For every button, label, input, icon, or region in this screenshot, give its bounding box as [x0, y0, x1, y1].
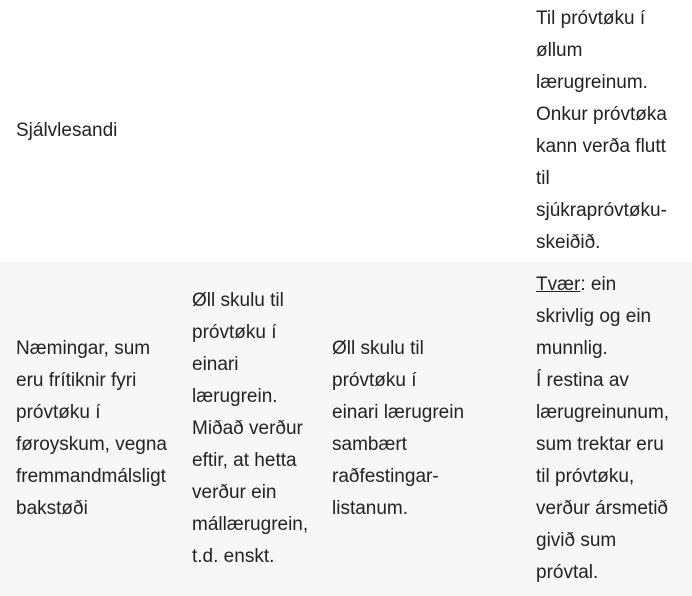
- row2-col2-line: próvtøku í: [192, 322, 277, 343]
- row2-col3: [332, 262, 536, 596]
- row2-col2-line: verður ein: [192, 482, 277, 503]
- row2-col4-line: Í restina av: [536, 370, 629, 391]
- row2-col3-line: sambært: [332, 434, 407, 455]
- row2-col4-line: verður ársmetið: [536, 498, 668, 519]
- row2-col2: [192, 262, 332, 596]
- row2-col2-line: eftir, at hetta: [192, 450, 297, 471]
- row1-col2: [192, 0, 332, 262]
- row2-col2-line: Miðað verður: [192, 418, 303, 439]
- row1-col4-line: lærugreinum.: [536, 72, 648, 93]
- row2-col2-line: t.d. enskt.: [192, 546, 275, 567]
- row2-col1-line: próvtøku í: [16, 402, 101, 423]
- first-line-rest: : ein: [580, 274, 617, 295]
- table-row: [0, 0, 692, 262]
- row2-col3-line: próvtøku í: [332, 370, 417, 391]
- row2-col3-line: listanum.: [332, 498, 409, 519]
- row1-col3: [332, 0, 536, 262]
- row2-col4-first-line: [536, 269, 692, 301]
- table-row: [0, 262, 692, 596]
- row2-col4-line: próvtal.: [536, 562, 599, 583]
- row1-col4-line: øllum: [536, 40, 583, 61]
- row2-col1-line: eru frítiknir fyri: [16, 370, 137, 391]
- row2-col2-line: einari: [192, 354, 239, 375]
- row2-col1-line: Næmingar, sum: [16, 338, 151, 359]
- row2-col3-line: Øll skulu til: [332, 338, 424, 359]
- row2-col4-line: sum trektar eru: [536, 434, 664, 455]
- row2-col3-line: einari lærugrein: [332, 402, 465, 423]
- row2-col1-line: fremmandmálsligt: [16, 466, 166, 487]
- underlined-term: Tvær: [536, 274, 581, 295]
- row1-col4-line: sjúkrapróvtøku-: [536, 200, 667, 221]
- row2-col2-line: mállærugrein,: [192, 514, 309, 535]
- row1-col4-line: Til próvtøku í: [536, 8, 646, 29]
- row2-col3-line: raðfestingar-: [332, 466, 439, 487]
- row2-col4-line: til próvtøku,: [536, 466, 635, 487]
- row2-col1-line: bakstøði: [16, 498, 88, 519]
- row1-col4-line: Onkur próvtøka: [536, 104, 667, 125]
- row2-col4-line: lærugreinunum,: [536, 402, 670, 423]
- row2-col4-line: givið sum: [536, 530, 617, 551]
- row1-col4-line: kann verða flutt: [536, 136, 666, 157]
- row1-col1-text: Sjálvlesandi: [16, 120, 118, 141]
- row1-col4: [536, 0, 692, 262]
- row1-col4-line: til: [536, 168, 550, 189]
- row1-student-type: [0, 0, 192, 262]
- row2-col1-line: føroyskum, vegna: [16, 434, 167, 455]
- row2-col4-line: skrivlig og ein: [536, 306, 652, 327]
- row1-col4-line: skeiðið.: [536, 232, 601, 253]
- row2-col2-line: Øll skulu til: [192, 290, 284, 311]
- row2-col4: [536, 262, 692, 596]
- row2-col2-line: lærugrein.: [192, 386, 278, 407]
- row2-student-type: [0, 262, 192, 596]
- row2-col4-line: munnlig.: [536, 338, 608, 359]
